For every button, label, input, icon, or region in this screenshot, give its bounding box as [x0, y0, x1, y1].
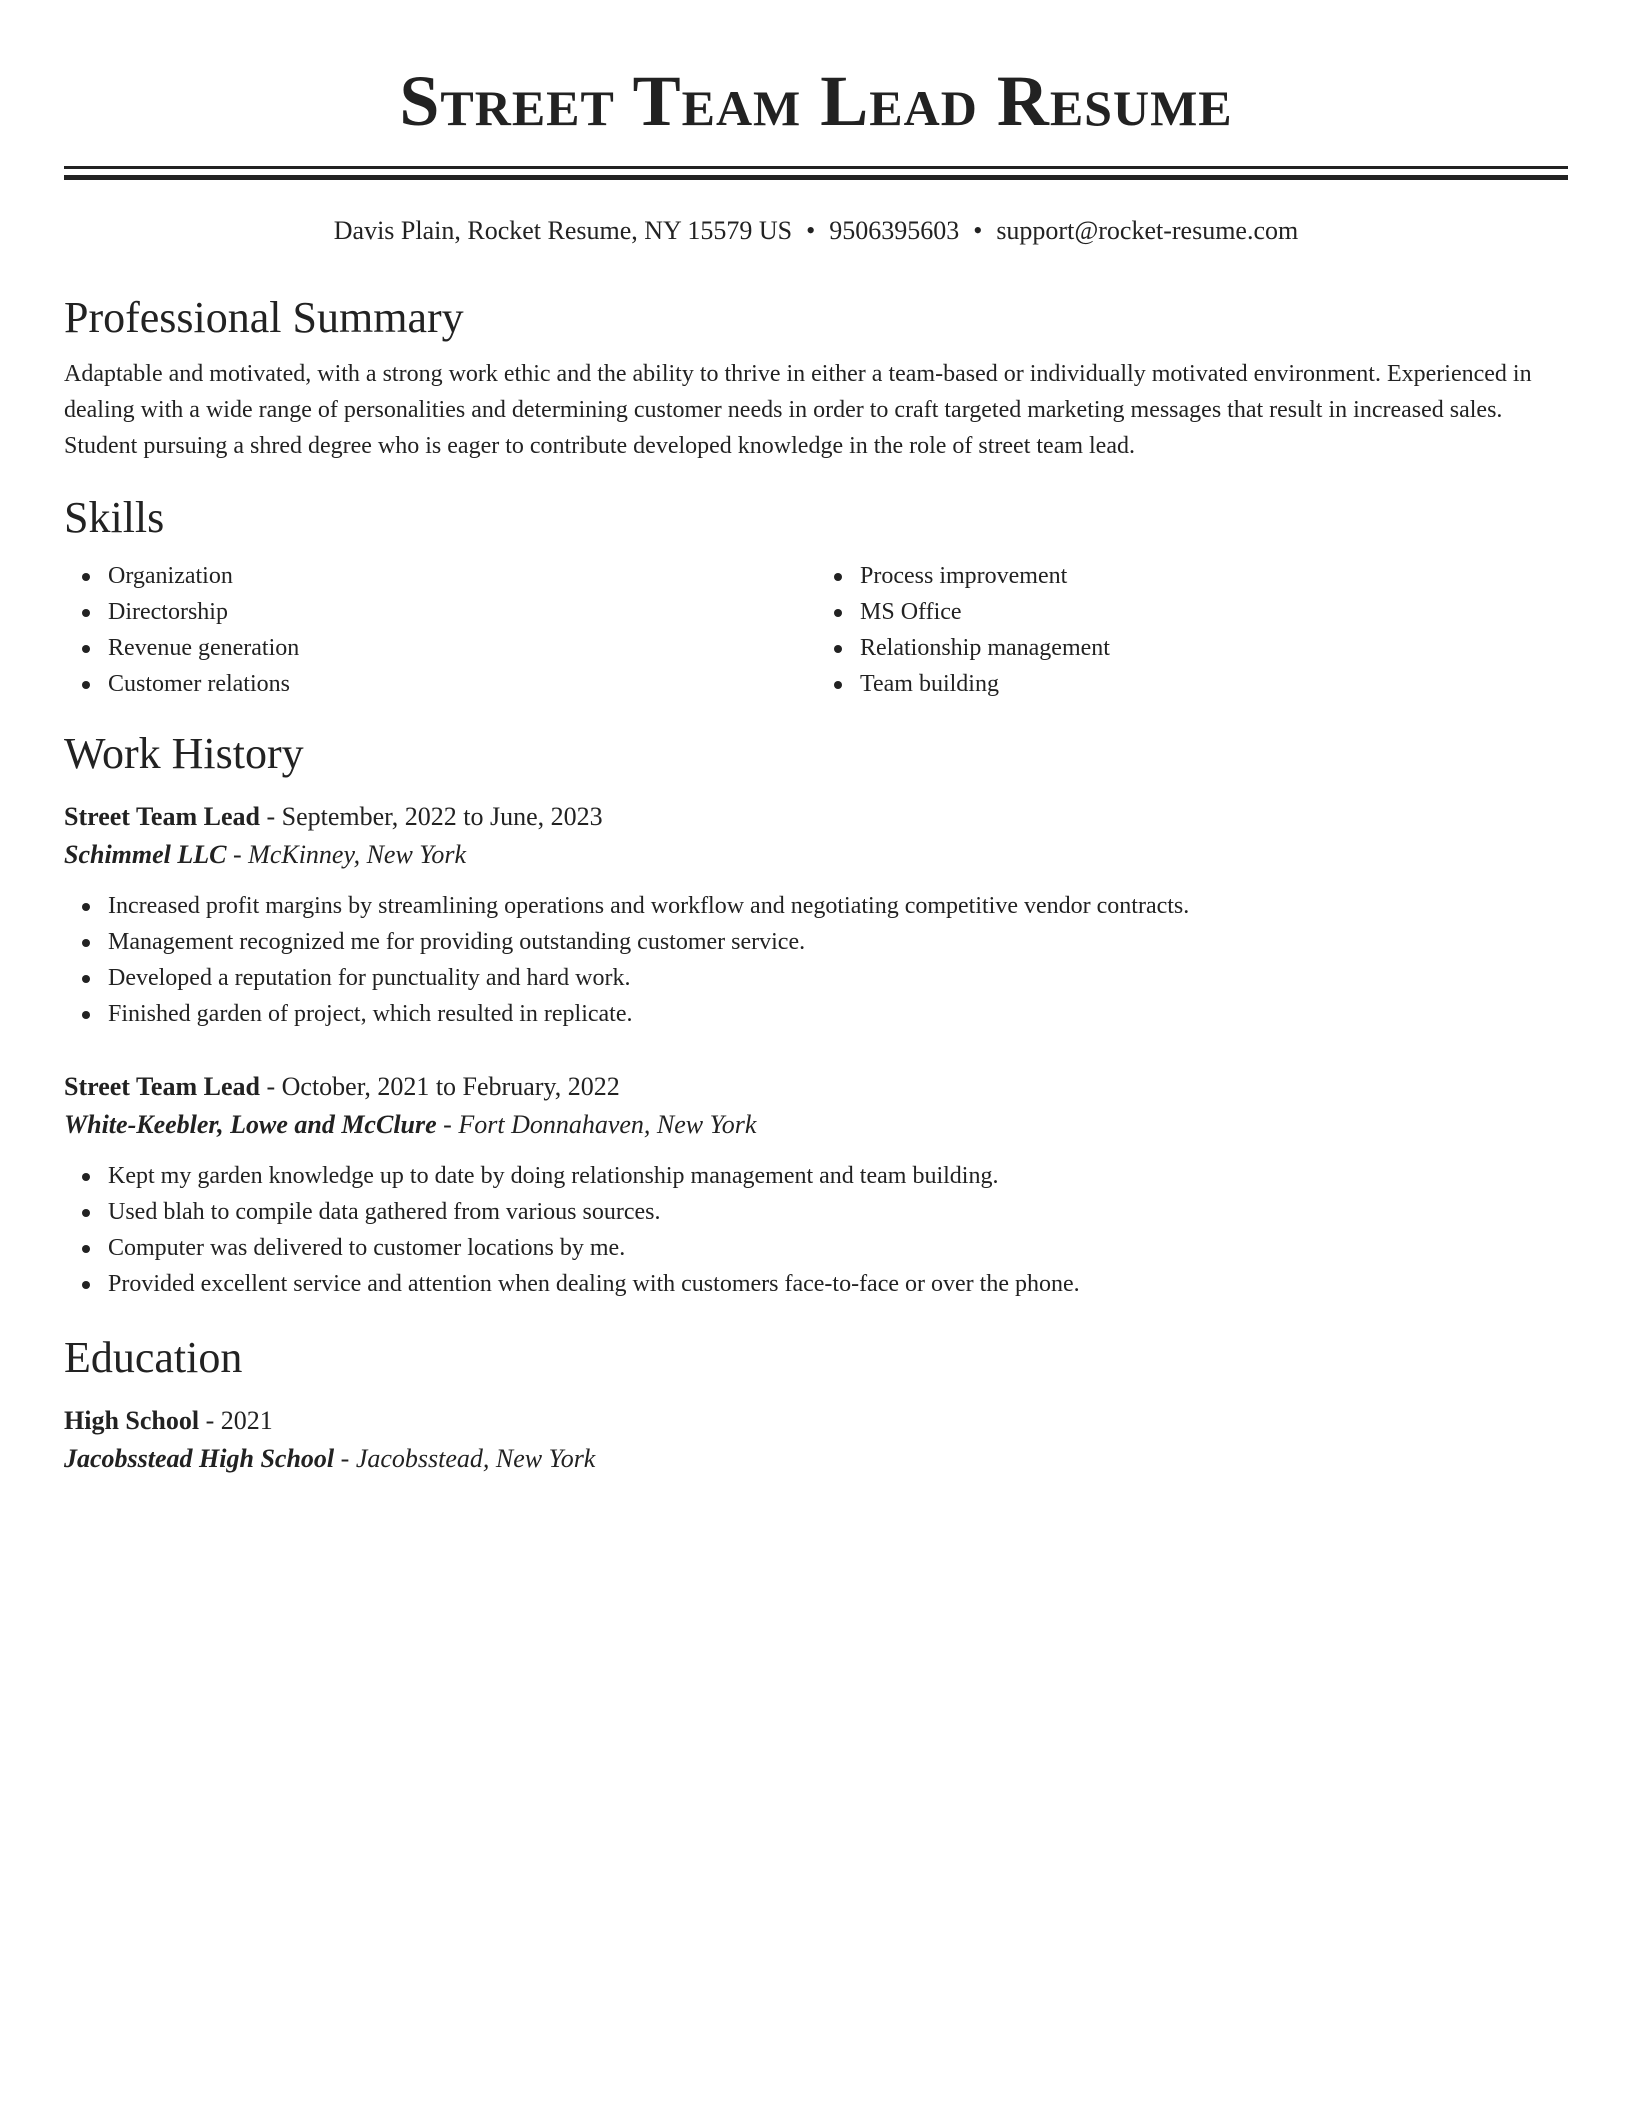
contact-separator: •: [806, 216, 816, 245]
school-location: Jacobsstead, New York: [355, 1444, 596, 1473]
skill-item: Organization: [64, 558, 816, 594]
job-dates: October, 2021 to February, 2022: [281, 1072, 620, 1101]
education-entry: [64, 1402, 1568, 1478]
skill-item: Process improvement: [816, 558, 1568, 594]
skill-item: MS Office: [816, 594, 1568, 630]
contact-phone: 9506395603: [829, 216, 960, 245]
skill-item: Customer relations: [64, 666, 816, 702]
job-duties-list: [64, 888, 1568, 1032]
education-heading: Education: [64, 1333, 243, 1382]
school-name: Jacobsstead High School: [64, 1444, 335, 1473]
skills-heading: Skills: [64, 493, 165, 542]
summary-text: Adaptable and motivated, with a strong work ethic and the ability to thrive in either a team-based or individually motivated environment. Experienced in dealing with a wide range of personalities and determining customer needs in order to craft targeted marketing messages that result in increased sales. Student pursuing a shred degree who is eager to contribute developed knowledge in the role of street team lead.: [64, 361, 1532, 459]
skill-item: Relationship management: [816, 630, 1568, 666]
job-duty: Management recognized me for providing outstanding customer service.: [64, 924, 1568, 960]
work-history-heading: Work History: [64, 729, 304, 778]
job-duty: Kept my garden knowledge up to date by doing relationship management and team building.: [64, 1158, 1568, 1194]
skills-list: [64, 558, 1568, 702]
job-title: Street Team Lead: [64, 1072, 260, 1101]
job-duty: Developed a reputation for punctuality and hard work.: [64, 960, 1568, 996]
job-duty: Provided excellent service and attention when dealing with customers face-to-face or over the phone.: [64, 1266, 1568, 1302]
job-title-line: Street Team Lead - September, 2022 to June, 2023: [64, 802, 603, 831]
employer-name: White-Keebler, Lowe and McClure: [64, 1110, 437, 1139]
skill-item: Directorship: [64, 594, 816, 630]
job-duty: Finished garden of project, which resulted in replicate.: [64, 996, 1568, 1032]
title-divider-top: [64, 166, 1568, 169]
employer-line: Schimmel LLC - McKinney, New York: [64, 840, 467, 869]
contact-email: support@rocket-resume.com: [996, 216, 1299, 245]
skill-item: Team building: [816, 666, 1568, 702]
contact-separator: •: [973, 216, 983, 245]
resume-title: Street Team Lead Resume: [399, 61, 1233, 141]
employer-location: Fort Donnahaven, New York: [458, 1110, 757, 1139]
job-title-line: Street Team Lead - October, 2021 to February, 2022: [64, 1072, 620, 1101]
job-dates: September, 2022 to June, 2023: [281, 802, 603, 831]
job-duties-list: [64, 1158, 1568, 1302]
contact-line: [64, 214, 1568, 248]
job-entry: [64, 798, 1568, 1032]
employer-name: Schimmel LLC: [64, 840, 227, 869]
job-duty: Computer was delivered to customer locations by me.: [64, 1230, 1568, 1266]
skills-column-left: [64, 558, 816, 702]
job-duty: Used blah to compile data gathered from various sources.: [64, 1194, 1568, 1230]
contact-address: Davis Plain, Rocket Resume, NY 15579 US: [333, 216, 793, 245]
employer-line: White-Keebler, Lowe and McClure - Fort Donnahaven, New York: [64, 1110, 757, 1139]
summary-heading: Professional Summary: [64, 293, 464, 342]
skill-item: Revenue generation: [64, 630, 816, 666]
skills-column-right: [816, 558, 1568, 702]
job-title: Street Team Lead: [64, 802, 260, 831]
title-divider-bottom: [64, 175, 1568, 180]
job-duty: Increased profit margins by streamlining operations and workflow and negotiating competitive vendor contracts.: [64, 888, 1568, 924]
job-entry: [64, 1068, 1568, 1302]
employer-location: McKinney, New York: [248, 840, 467, 869]
degree-name: High School: [64, 1406, 200, 1435]
degree-line: High School - 2021: [64, 1406, 273, 1435]
school-line: Jacobsstead High School - Jacobsstead, New York: [64, 1444, 596, 1473]
graduation-year: 2021: [220, 1406, 273, 1435]
